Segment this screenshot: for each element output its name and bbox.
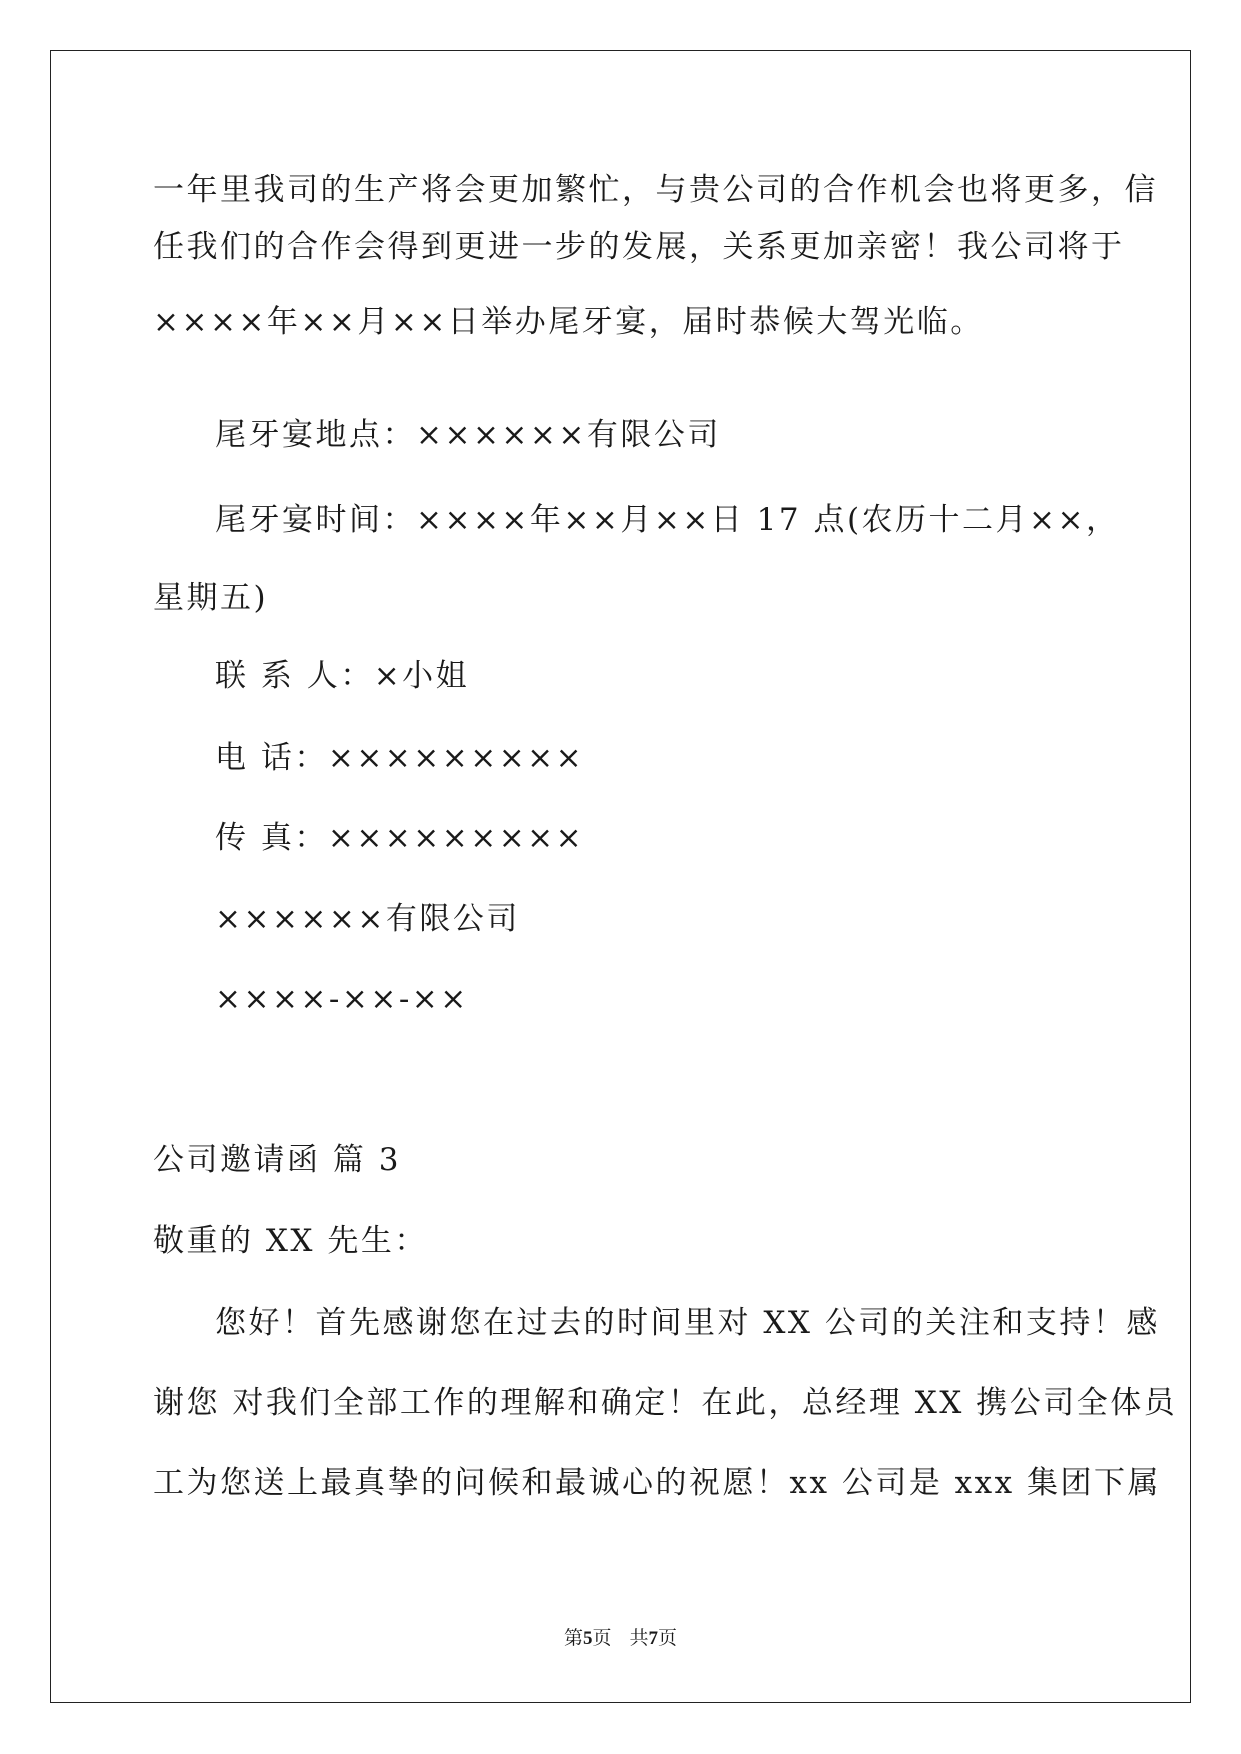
body-text-line: 任我们的合作会得到更进一步的发展，关系更加亲密！我公司将于 bbox=[153, 229, 1125, 265]
body-text-line: 工为您送上最真挚的问候和最诚心的祝愿！xx 公司是 xxx 集团下属 bbox=[153, 1465, 1161, 1501]
contact-person: 联 系 人：×小姐 bbox=[215, 658, 470, 694]
banquet-time: 尾牙宴时间：××××年××月××日 17 点(农历十二月××， bbox=[215, 502, 1120, 538]
body-text-line: 一年里我司的生产将会更加繁忙，与贵公司的合作机会也将更多，信 bbox=[153, 172, 1158, 208]
total-pages: 7 bbox=[648, 1628, 659, 1649]
fax: 传 真：××××××××× bbox=[215, 820, 585, 856]
body-text-line: 您好！首先感谢您在过去的时间里对 XX 公司的关注和支持！感 bbox=[215, 1305, 1160, 1341]
banquet-location: 尾牙宴地点：××××××有限公司 bbox=[215, 417, 721, 453]
sender-company: ××××××有限公司 bbox=[215, 901, 520, 937]
body-text-line: 谢您 对我们全部工作的理解和确定！在此，总经理 XX 携公司全体员 bbox=[153, 1385, 1178, 1421]
page-label-prefix: 第 bbox=[563, 1627, 583, 1649]
section-heading: 公司邀请函 篇 3 bbox=[153, 1142, 401, 1178]
salutation: 敬重的 XX 先生： bbox=[153, 1223, 428, 1259]
telephone: 电 话：××××××××× bbox=[215, 740, 585, 776]
banquet-time-continued: 星期五) bbox=[153, 580, 269, 616]
page-number: 5 bbox=[582, 1628, 593, 1649]
body-text-line: ××××年××月××日举办尾牙宴，届时恭候大驾光临。 bbox=[153, 304, 984, 340]
total-label-prefix: 共 bbox=[629, 1627, 649, 1649]
page-footer bbox=[0, 1626, 1241, 1651]
page-border bbox=[50, 50, 1191, 1703]
page-label-suffix: 页 bbox=[592, 1627, 612, 1649]
sender-date: ××××-××-×× bbox=[215, 981, 469, 1017]
total-label-suffix: 页 bbox=[658, 1627, 678, 1649]
